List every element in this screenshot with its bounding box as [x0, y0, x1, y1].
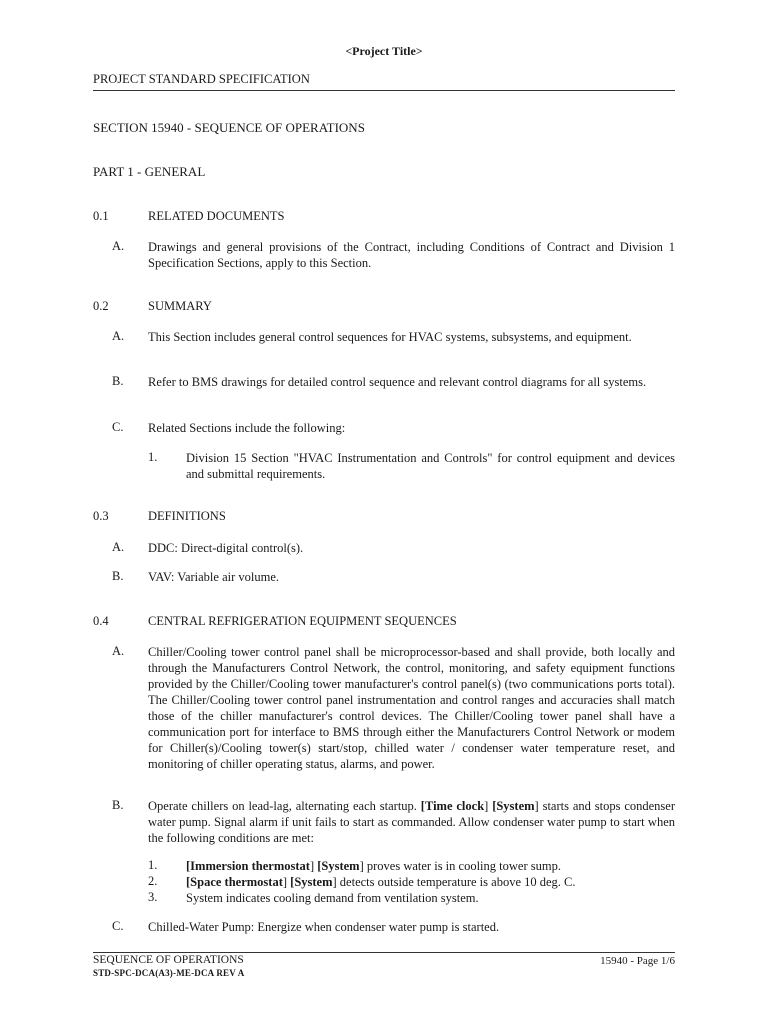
- subpara-text: [Space thermostat] [System] detects outside temperature is above 10 deg. C.: [186, 875, 576, 889]
- article-number: 0.2: [93, 299, 109, 313]
- para-letter: B.: [112, 569, 124, 583]
- article-heading: RELATED DOCUMENTS: [148, 209, 285, 223]
- para-text: DDC: Direct-digital control(s).: [148, 541, 304, 555]
- footer-section-name: SEQUENCE OF OPERATIONS: [93, 954, 244, 966]
- section-title: SECTION 15940 - SEQUENCE OF OPERATIONS: [93, 120, 365, 135]
- subpara-number: 1.: [148, 450, 158, 464]
- article-heading: SUMMARY: [148, 299, 212, 313]
- article-number: 0.3: [93, 509, 109, 523]
- subpara-text: System indicates cooling demand from ventilation system.: [186, 891, 479, 905]
- para-letter: B.: [112, 374, 124, 388]
- bracket-option: [Time clock: [420, 799, 485, 813]
- para-text: Drawings and general provisions of the Contract, including Conditions of Contract and Division 1 Specification Sections, apply to this Section.: [148, 240, 675, 270]
- para-letter: A.: [112, 239, 125, 253]
- para-letter: C.: [112, 420, 124, 434]
- para-text: VAV: Variable air volume.: [148, 570, 279, 584]
- para-letter: B.: [112, 798, 124, 812]
- bracket-option: [System: [492, 799, 535, 813]
- spec-label: PROJECT STANDARD SPECIFICATION: [93, 72, 310, 86]
- para-letter: A.: [112, 540, 125, 554]
- footer-page-number: 15940 - Page 1/6: [600, 955, 675, 967]
- para-text: Operate chillers on lead-lag, alternating each startup. [Time clock] [System] starts and stops condenser water pump. Signal alarm if unit fails to start as commanded. Allow condenser water pump to start when the following conditions are met:: [148, 799, 675, 845]
- bracket-option: [Space thermostat: [186, 875, 283, 889]
- article-number: 0.1: [93, 209, 109, 223]
- para-text: Chilled-Water Pump: Energize when condenser water pump is started.: [148, 920, 500, 934]
- para-text: Refer to BMS drawings for detailed control sequence and relevant control diagrams for all systems.: [148, 375, 647, 389]
- para-text: Chiller/Cooling tower control panel shall be microprocessor-based and shall provide, both locally and through the Manufacturers Control Network, the control, monitoring, and safety equipment functions provided by the Chiller/Cooling tower manufacturer's control panel(s) (two communications ports total). The Chiller/Cooling tower control panel instrumentation and control ranges and accuracies shall match those of the chiller manufacturer's control devices. The Chiller/Cooling tower panel shall have a communication port for interface to BMS through either the Manufacturers Control Network or modem for Chiller(s)/Cooling tower(s) start/stop, chilled water / condenser water temperature reset, and monitoring of chiller operating status, alarms, and power.: [148, 645, 675, 771]
- para-letter: C.: [112, 919, 124, 933]
- subpara-text: [Immersion thermostat] [System] proves water is in cooling tower sump.: [186, 859, 561, 873]
- footer-doc-code: STD-SPC-DCA(A3)-ME-DCA REV A: [93, 968, 245, 978]
- para-letter: A.: [112, 644, 125, 658]
- subpara-number: 1.: [148, 858, 158, 872]
- header-rule: [93, 90, 675, 91]
- project-title: <Project Title>: [345, 44, 423, 58]
- bracket-option: [System: [317, 859, 360, 873]
- article-heading: DEFINITIONS: [148, 509, 226, 523]
- subpara-text: Division 15 Section "HVAC Instrumentation and Controls" for control equipment and devices and submittal requirements.: [186, 451, 675, 481]
- article-heading: CENTRAL REFRIGERATION EQUIPMENT SEQUENCES: [148, 614, 457, 628]
- subpara-number: 2.: [148, 874, 158, 888]
- para-text: This Section includes general control sequences for HVAC systems, subsystems, and equipment.: [148, 330, 632, 344]
- para-text: Related Sections include the following:: [148, 421, 346, 435]
- article-number: 0.4: [93, 614, 109, 628]
- subpara-number: 3.: [148, 890, 158, 904]
- bracket-option: [Immersion thermostat: [186, 859, 310, 873]
- bracket-option: [System: [290, 875, 333, 889]
- para-letter: A.: [112, 329, 125, 343]
- footer-rule: [93, 952, 675, 953]
- part-title: PART 1 - GENERAL: [93, 164, 206, 179]
